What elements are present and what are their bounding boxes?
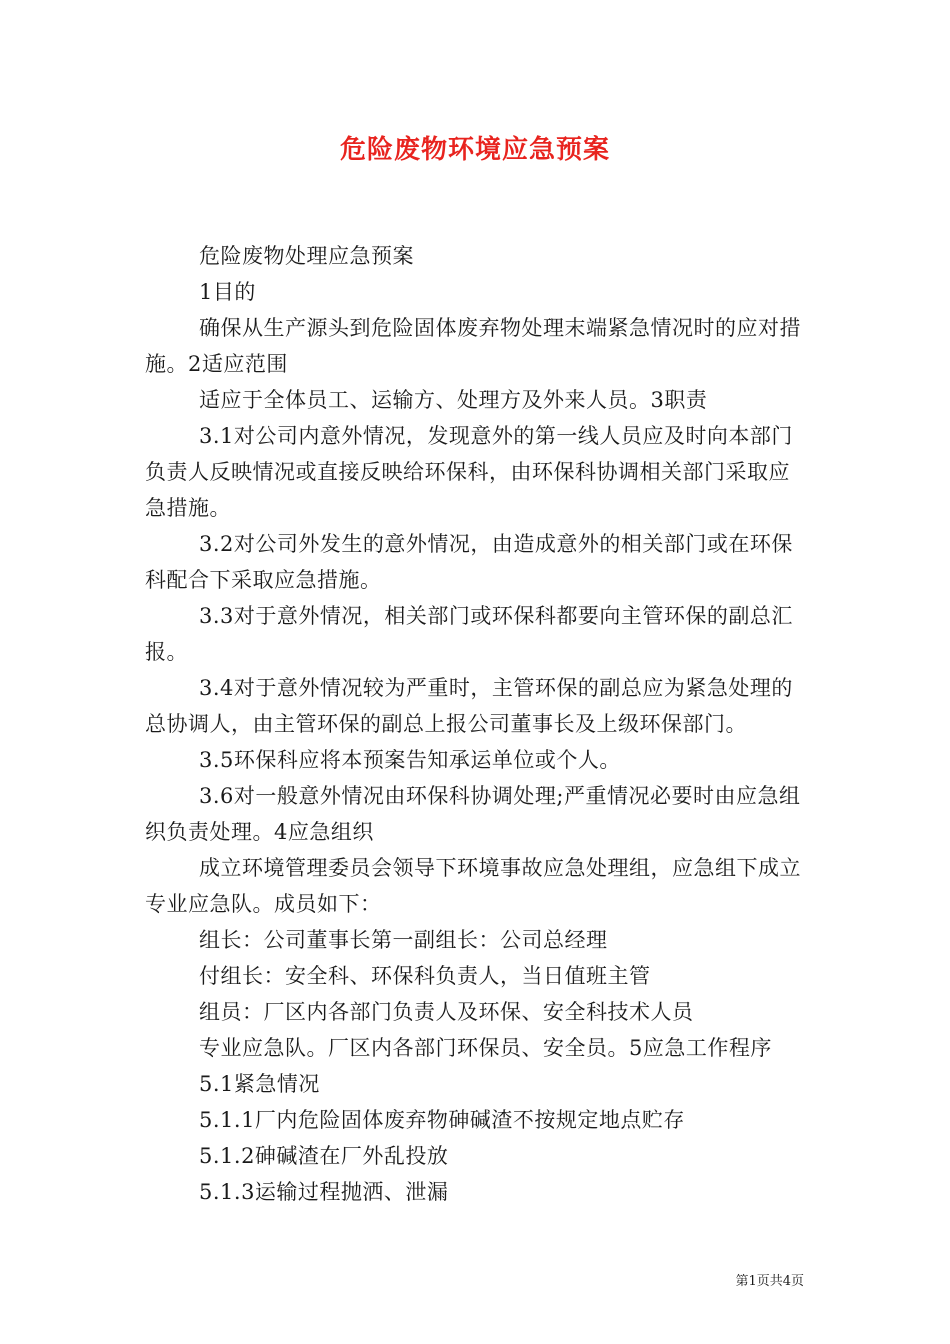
paragraph: 组员：厂区内各部门负责人及环保、安全科技术人员: [199, 1000, 694, 1024]
paragraph: 3.5环保科应将本预案告知承运单位或个人。: [199, 748, 621, 772]
paragraph: 确保从生产源头到危险固体废弃物处理末端紧急情况时的应对措施。2适应范围: [145, 316, 801, 376]
paragraph: 付组长：安全科、环保科负责人，当日值班主管: [199, 964, 651, 988]
paragraph: 3.6对一般意外情况由环保科协调处理;严重情况必要时由应急组织负责处理。4应急组织: [145, 784, 801, 844]
paragraph: 5.1.2砷碱渣在厂外乱投放: [199, 1144, 449, 1168]
document-body: [145, 238, 810, 1210]
paragraph: 组长：公司董事长第一副组长：公司总经理: [199, 928, 608, 952]
paragraph: 3.2对公司外发生的意外情况，由造成意外的相关部门或在环保科配合下采取应急措施。: [145, 532, 793, 592]
paragraph: 5.1紧急情况: [199, 1072, 320, 1096]
paragraph: 专业应急队。厂区内各部门环保员、安全员。5应急工作程序: [199, 1036, 772, 1060]
page-number-footer: 第1页共4页: [735, 1274, 804, 1289]
document-title: 危险废物环境应急预案: [339, 135, 610, 165]
paragraph: 适应于全体员工、运输方、处理方及外来人员。3职责: [199, 388, 708, 412]
paragraph: 3.3对于意外情况，相关部门或环保科都要向主管环保的副总汇报。: [145, 604, 793, 664]
paragraph: 1目的: [199, 280, 256, 304]
paragraph: 5.1.3运输过程抛洒、泄漏: [199, 1180, 449, 1204]
paragraph: 成立环境管理委员会领导下环境事故应急处理组，应急组下成立专业应急队。成员如下：: [145, 856, 801, 916]
paragraph: 危险废物处理应急预案: [199, 244, 414, 268]
paragraph: 3.4对于意外情况较为严重时，主管环保的副总应为紧急处理的总协调人，由主管环保的副总上报公司董事长及上级环保部门。: [145, 676, 793, 736]
paragraph: 5.1.1厂内危险固体废弃物砷碱渣不按规定地点贮存: [199, 1108, 685, 1132]
paragraph: 3.1对公司内意外情况，发现意外的第一线人员应及时向本部门负责人反映情况或直接反映给环保科，由环保科协调相关部门采取应急措施。: [145, 424, 793, 520]
